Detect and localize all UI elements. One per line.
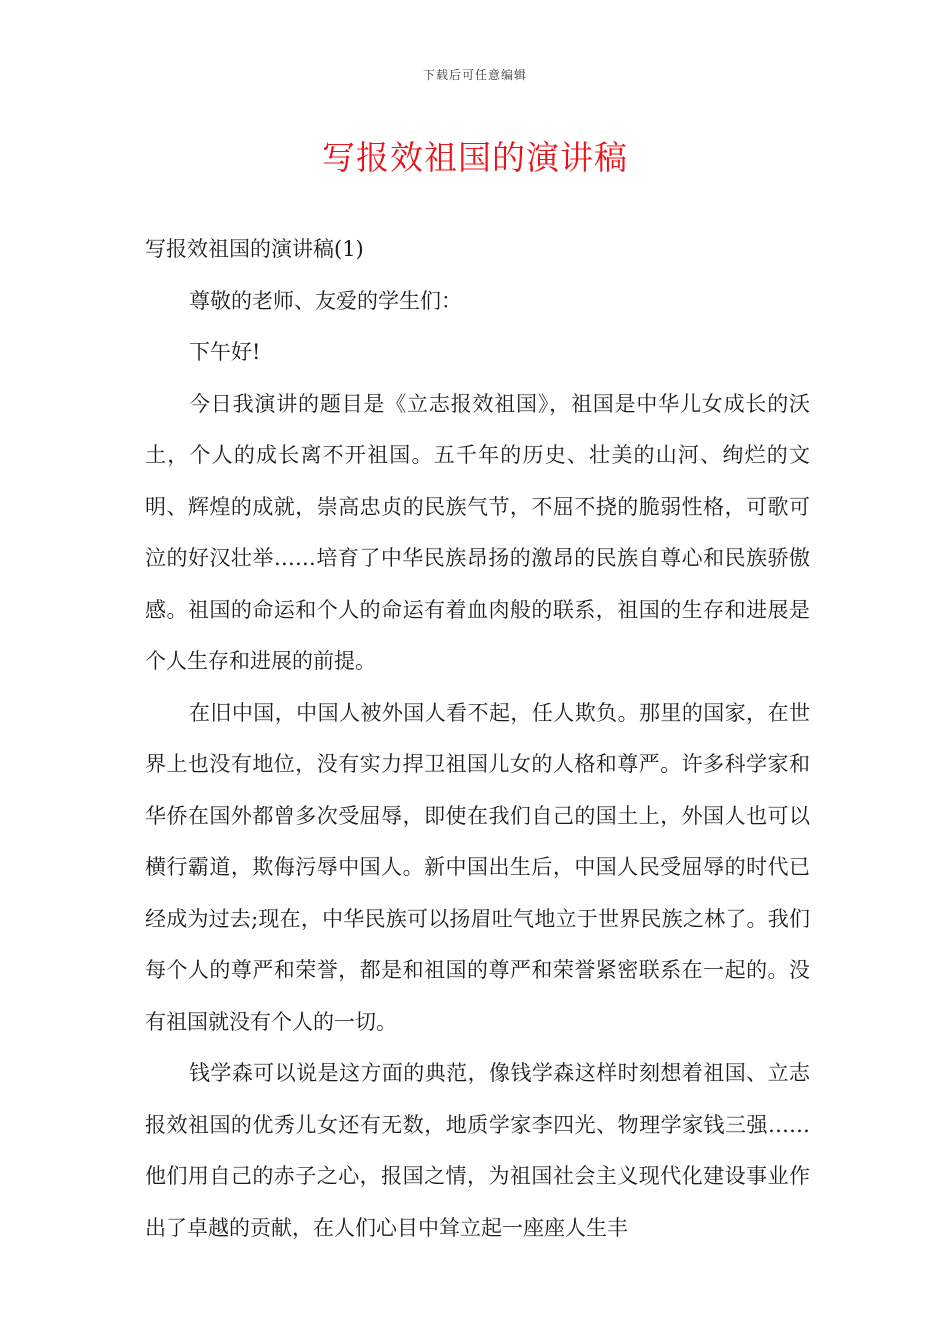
- document-subtitle: 写报效祖国的演讲稿(1): [145, 237, 364, 261]
- document-title: 写报效祖国的演讲稿: [322, 138, 628, 177]
- paragraph: 钱学森可以说是这方面的典范，像钱学森这样时刻想着祖国、立志报效祖国的优秀儿女还有无数，地质学家李四光、物理学家钱三强……他们用自己的赤子之心，报国之情，为祖国社会主义现代化建设事业作出了卓越的贡献，在人们心目中耸立起一座座人生丰: [145, 1061, 810, 1240]
- paragraph: 今日我演讲的题目是《立志报效祖国》，祖国是中华儿女成长的沃土，个人的成长离不开祖国。五千年的历史、壮美的山河、绚烂的文明、辉煌的成就，崇高忠贞的民族气节，不屈不挠的脆弱性格，可歌可泣的好汉壮举……培育了中华民族昂扬的激昂的民族自尊心和民族骄傲感。祖国的命运和个人的命运有着血肉般的联系，祖国的生存和进展是个人生存和进展的前提。: [145, 391, 810, 673]
- document-body: [145, 224, 810, 1254]
- salutation: 尊敬的老师、友爱的学生们：: [189, 288, 462, 313]
- greeting: 下午好!: [189, 340, 261, 364]
- paragraph: 在旧中国，中国人被外国人看不起，任人欺负。那里的国家，在世界上也没有地位，没有实力捍卫祖国儿女的人格和尊严。许多科学家和华侨在国外都曾多次受屈辱，即使在我们自己的国土上，外国人也可以横行霸道，欺侮污辱中国人。新中国出生后，中国人民受屈辱的时代已经成为过去;现在，中华民族可以扬眉吐气地立于世界民族之林了。我们每个人的尊严和荣誉，都是和祖国的尊严和荣誉紧密联系在一起的。没有祖国就没有个人的一切。: [145, 700, 810, 1034]
- header-note: 下载后可任意编辑: [422, 68, 527, 82]
